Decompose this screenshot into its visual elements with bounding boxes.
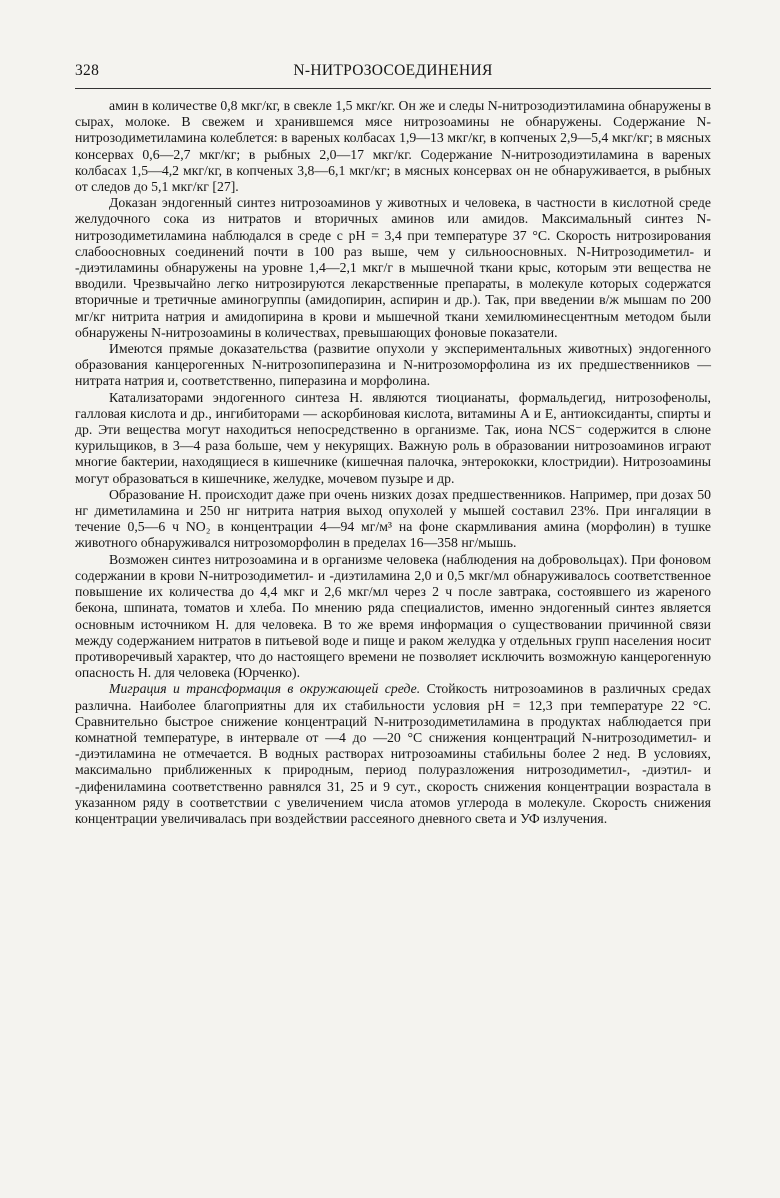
section-lead-italic: Миграция и трансформация в окружающей среде. (109, 681, 421, 697)
paragraph (75, 487, 711, 552)
paragraph-text: Стойкость нитрозоаминов в различных средах различна. Наиболее благоприятны для их стабильности условия pH = 12,3 при температуре 22 °С. Сравнительно быстрое снижение концентраций N-нитрозодиметиламина в продуктах наблюдается при комнатной температуре, в интервале от —4 до —20 °С снижения концентраций N-нитрозодиметил- и -диэтиламина не отмечается. В водных растворах нитрозоамины стабильны более 2 нед. В условиях, максимально приближенных к природным, период полуразложения нитрозодиметил-, -диэтил- и -дифениламина соответственно равнялся 31, 25 и 9 сут., скорость снижения концентрации возрастала в указанном ряду в соответствии с увеличением числа атомов углерода в молекуле. Скорость снижения концентрации увеличивалась при воздействии рассеяного дневного света и УФ излучения. (75, 681, 711, 826)
paragraph-text: Возможен синтез нитрозоамина и в организме человека (наблюдения на добровольцах). При фоновом содержании в крови N-нитрозодиметил- и -диэтиламина 2,0 и 0,5 мкг/мл обнаруживалось соответственное повышение их количества до 4,4 мкг и 2,6 мкг/мл через 2 ч после завтрака, состоявшего из жареного бекона, шпината, томатов и хлеба. По мнению ряда специалистов, именно эндогенный синтез является основным источником Н. для человека. В то же время информация о существовании причинной связи между содержанием нитратов в питьевой воде и пище и раком желудка у отдельных групп населения носит противоречивый характер, что до настоящего времени не позволяет исключить возможную канцерогенную опасность Н. для человека (Юрченко). (75, 551, 711, 681)
page-number: 328 (75, 62, 100, 79)
page-header (75, 62, 711, 84)
paragraph (75, 681, 711, 827)
body-text (75, 98, 711, 827)
paragraph-text: амин в количестве 0,8 мкг/кг, в свекле 1,5 мкг/кг. Он же и следы N-нитрозодиэтиламина обнаружены в сырах, молоке. В свежем и хранившемся мясе нитрозоамины не обнаружены. Содержание N-нитрозодиметиламина колеблется: в вареных колбасах 1,9—13 мкг/кг, в копченых 2,9—5,4 мкг/кг; в мясных консервах 0,6—2,7 мкг/кг; в рыбных 2,0—17 мкг/кг. Содержание N-нитрозодиэтиламина в вареных колбасах 1,5—4,2 мкг/кг, в копченых 3,8—6,1 мкг/кг; в мясных консервах он не обнаруживается, в рыбных от следов до 5,1 мкг/кг [27]. (75, 98, 711, 195)
paragraph-text: Катализаторами эндогенного синтеза Н. являются тиоцианаты, формальдегид, нитрозофенолы, галловая кислота и др., ингибиторами — аскорбиновая кислота, витамины А и Е, антиоксиданты, спирты и др. Эти вещества могут находиться непосредственно в организме. Так, иона NCS⁻ содержится в слюне курильщиков, в 3—4 раза больше, чем у некурящих. Важную роль в образовании нитрозоаминов играют многие бактерии, находящиеся в кишечнике (кишечная палочка, энтерококки, клостридии). Нитрозоамины могут образоваться в кишечнике, желудке, мочевом пузыре и др. (75, 389, 711, 486)
running-title: N-НИТРОЗОСОЕДИНЕНИЯ (293, 62, 493, 79)
paragraph (75, 341, 711, 390)
paragraph (75, 98, 711, 195)
header-rule (75, 88, 711, 89)
paragraph-text: Образование Н. происходит даже при очень низких дозах предшественников. Например, при дозах 50 нг диметиламина и 250 нг нитрита натрия выход опухолей у мышей составил 23%. При ингаляции в течение 0,5—6 ч NO₂ в концентрации 4—94 мг/м³ на фоне скармливания амина (морфолин) в тушке животного обнаруживался нитрозоморфолин в пределах 16—358 нг/мышь. (75, 486, 711, 551)
paragraph (75, 552, 711, 682)
paragraph-text: Доказан эндогенный синтез нитрозоаминов у животных и человека, в частности в кислотной среде желудочного сока из нитратов и вторичных аминов или амидов. Максимальный синтез N-нитрозодиметиламина наблюдался в среде с pH = 3,4 при температуре 37 °С. Скорость нитрозирования слабоосновных соединений почти в 100 раз выше, чем у сильноосновных. N-Нитрозодиметил- и -диэтиламины обнаружены на уровне 1,4—2,1 мкг/г в мышечной ткани крыс, которым эти вещества не вводили. Чрезвычайно легко нитрозируются лекарственные препараты, в молекуле которых содержатся вторичные и третичные аминогруппы (амидопирин, аспирин и др.). Так, при введении в/ж мышам по 200 мг/кг нитрита натрия и амидопирина в крови и мышечной ткани хемилюминесцентным методом были обнаружены N-нитрозоамины в количествах, превышающих фоновые показатели. (75, 195, 711, 340)
paragraph (75, 390, 711, 487)
paragraph-text: Имеются прямые доказательства (развитие опухоли у экспериментальных животных) эндогенного образования канцерогенных N-нитрозопиперазина и N-нитрозоморфолина из их предшественников — нитрата натрия и, соответственно, пиперазина и морфолина. (75, 341, 711, 389)
paragraph (75, 195, 711, 341)
